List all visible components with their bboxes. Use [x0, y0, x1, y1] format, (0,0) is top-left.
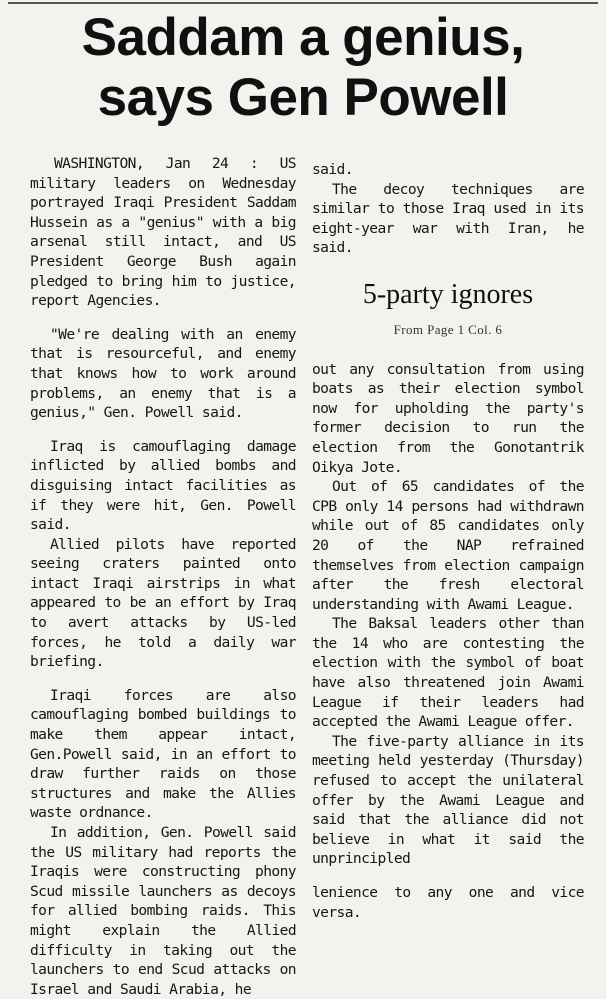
article-paragraph: out any consultation from using boats as their election symbol now for upholding the party's former decision to run the election from the Gonotantrik Oikya Jote. — [312, 360, 584, 476]
article-paragraph: Out of 65 candidates of the CPB only 14 persons had withdrawn while out of 85 candidates only 20 of the NAP refrained themselves from election campaign after the fresh electoral understanding with Awami League. — [312, 478, 584, 613]
jump-line: From Page 1 Col. 6 — [393, 321, 503, 337]
article-paragraph: Allied pilots have reported seeing craters painted onto intact Iraqi airstrips in what appeared to be an effort by Iraq to avert attacks by US-led forces, he told a daily war briefing. — [30, 535, 296, 671]
headline-line-1: Saddam a genius, — [81, 8, 525, 67]
headline-line-2: says Gen Powell — [97, 68, 509, 127]
article-paragraph: Iraq is camouflaging damage inflicted by allied bombs and disguising intact facilities as if they were hit, Gen. Powell said. — [30, 437, 296, 534]
right-column — [312, 160, 584, 922]
article-paragraph: The five-party alliance in its meeting held yesterday (Thursday) refused to accept the unilateral offer by the Awami League and said that the alliance did not believe in what it said the unprincipled — [312, 732, 584, 868]
headline — [10, 8, 596, 128]
article-paragraph: In addition, Gen. Powell said the US military had reports the Iraqis were constructing phony Scud missile launchers as decoys for allied bombing raids. This might explain the Allied difficulty in taking out the launchers to end Scud attacks on Israel and Saudi Arabia, he — [30, 824, 296, 998]
article-paragraph: WASHINGTON, Jan 24 : US military leaders on Wednesday portrayed Iraqi President Saddam Hussein as a "genius" with a big arsenal still intact, and US President George Bush again pledged to bring him to justice, report Agencies. — [30, 155, 296, 310]
article-continuation: said. — [312, 161, 353, 178]
article-paragraph: The decoy techniques are similar to those Iraq used in its eight-year war with Iran, he said. — [312, 180, 584, 257]
subhead: 5-party ignores — [362, 278, 534, 310]
article-paragraph: lenience to any one and vice versa. — [312, 884, 584, 921]
article-paragraph: Iraqi forces are also camouflaging bombed buildings to make them appear intact, Gen.Powell said, in an effort to draw further raids on those structures and make the Allies waste ordnance. — [30, 686, 296, 822]
left-column — [30, 154, 296, 999]
article-paragraph: The Baksal leaders other than the 14 who are contesting the election with the symbol of boat have also threatened join Awami League if their leaders had accepted the Awami League offer. — [312, 615, 584, 731]
article-paragraph: "We're dealing with an enemy that is resourceful, and enemy that knows how to work around problems, an enemy that is a genius," Gen. Powell said. — [30, 325, 296, 422]
